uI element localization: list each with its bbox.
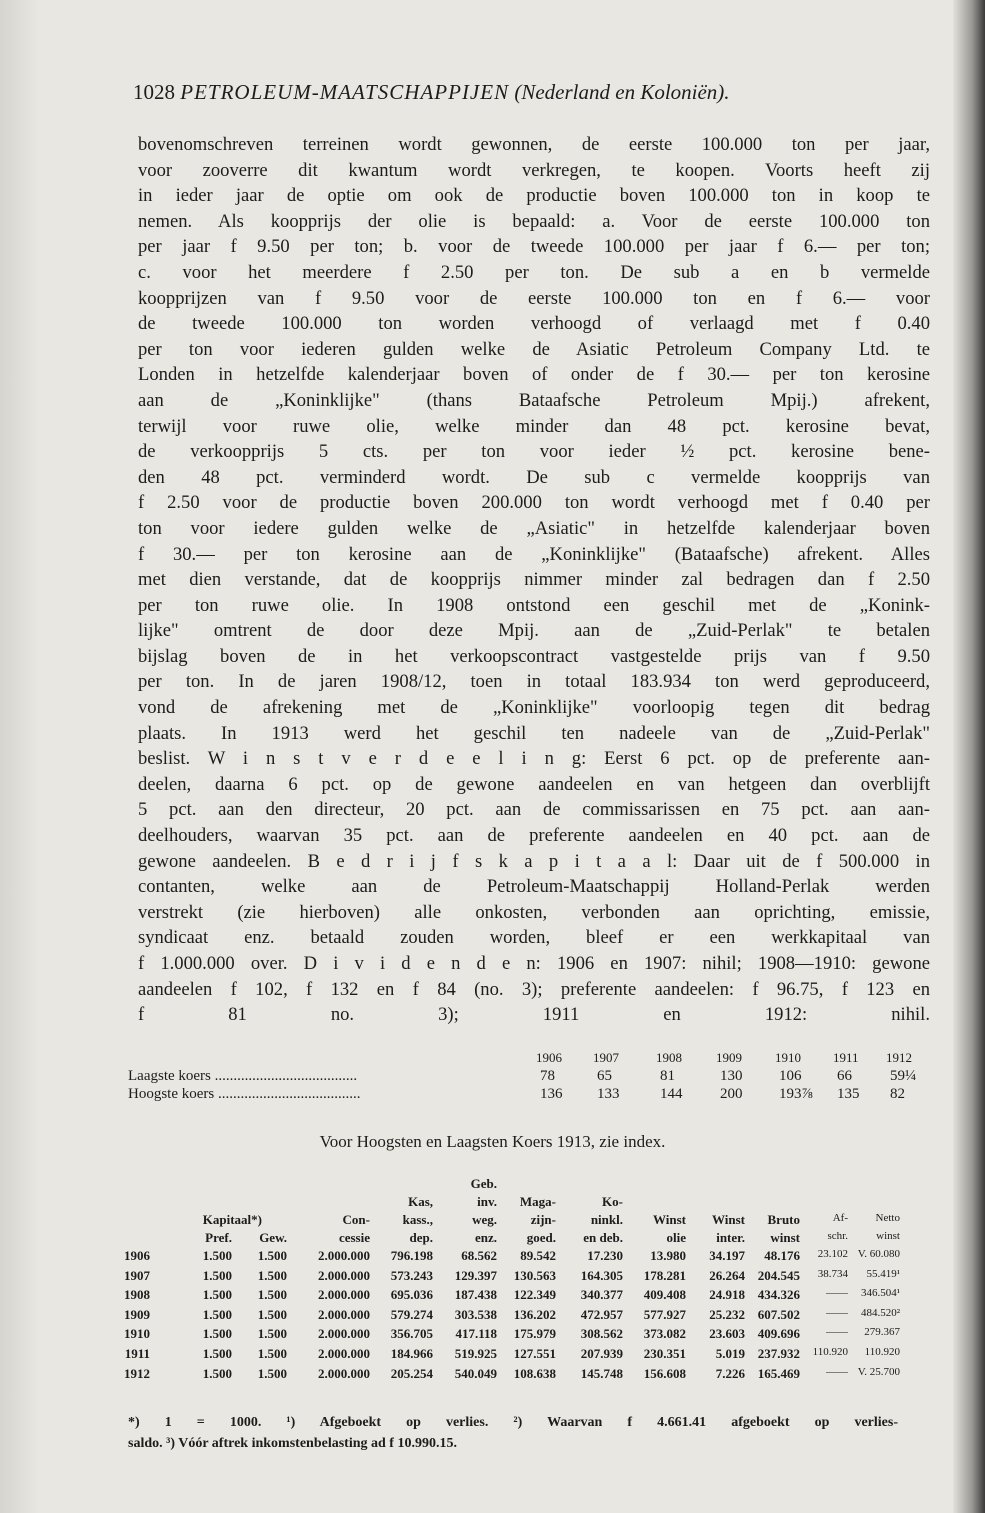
koers-year: 1908 <box>656 1050 682 1065</box>
koers-year: 1907 <box>593 1050 619 1065</box>
finance-cell: 187.438 <box>454 1287 497 1303</box>
finance-cell: —— <box>826 1306 848 1319</box>
finance-cell: 110.920 <box>864 1345 900 1358</box>
koers-label: Hoogste koers ...................................... <box>128 1086 361 1102</box>
finance-cell: 2.000.000 <box>318 1345 370 1361</box>
koers-value: 66 <box>837 1068 852 1084</box>
finance-cell: 472.957 <box>580 1306 623 1322</box>
finance-cell: 164.305 <box>580 1267 623 1283</box>
finance-cell: 356.705 <box>390 1326 433 1342</box>
finance-cell: 17.230 <box>587 1248 623 1263</box>
body-line: bovenomschreven terreinen wordt gewonnen, de eerste 100.000 ton per jaar, <box>138 134 930 155</box>
koers-value: 130 <box>720 1068 743 1084</box>
finance-cell: 68.562 <box>461 1248 497 1263</box>
koers-value: 78 <box>540 1068 555 1084</box>
finance-cell: 23.102 <box>817 1248 848 1260</box>
finance-row <box>0 1287 985 1307</box>
body-line: in ieder jaar de optie om ook de productie boven 100.000 ton in koop te <box>138 185 930 207</box>
finance-cell: 136.202 <box>513 1306 556 1322</box>
body-line: nemen. Als koopprijs der olie is bepaald: a. Voor de eerste 100.000 ton <box>138 210 930 232</box>
finance-cell: 5.019 <box>715 1345 745 1361</box>
finance-cell: 156.608 <box>643 1365 686 1381</box>
finance-cell: 184.966 <box>390 1345 433 1361</box>
finance-cell: 130.563 <box>513 1267 556 1283</box>
body-line: den 48 pct. verminderd wordt. De sub c vermelde koopprijs van <box>138 466 930 488</box>
finance-header-cell: Kas, <box>408 1194 433 1209</box>
finance-cell: 1911 <box>124 1345 150 1361</box>
body-line: de tweede 100.000 ton worden verhoogd of verlaagd met f 0.40 <box>138 313 930 335</box>
finance-header-row <box>0 1212 985 1230</box>
finance-row <box>0 1346 985 1366</box>
body-line: deelen, daarna 6 pct. op de gewone aandeelen en van hetgeen dan overblijft <box>138 773 930 795</box>
finance-cell: 346.504¹ <box>860 1287 900 1300</box>
finance-cell: 129.397 <box>454 1267 497 1283</box>
body-line: per ton. In de jaren 1908/12, toen in totaal 183.934 ton werd geproduceerd, <box>138 671 930 693</box>
koers-year: 1909 <box>716 1050 742 1065</box>
finance-cell: 23.603 <box>709 1326 745 1342</box>
finance-cell: 409.696 <box>757 1326 800 1342</box>
finance-cell: 1907 <box>124 1267 150 1283</box>
finance-header-cell: Kapitaal*) <box>202 1212 262 1227</box>
koers-value: 193⅞ <box>779 1086 813 1102</box>
finance-cell: 230.351 <box>643 1345 686 1361</box>
finance-cell: 484.520² <box>860 1306 900 1319</box>
body-line: f 1.000.000 over. D i v i d e n d e n: 1906 en 1907: nihil; 1908—1910: gewone <box>138 953 930 974</box>
finance-header-cell: Gew. <box>259 1230 287 1245</box>
finance-header-cell: dep. <box>409 1230 433 1245</box>
finance-cell: 1.500 <box>202 1365 232 1381</box>
body-line: de verkoopprijs 5 cts. per ton voor ieder ½ pct. kerosine bene- <box>138 441 930 463</box>
koers-value: 59¼ <box>890 1068 917 1084</box>
finance-cell: 2.000.000 <box>318 1365 370 1381</box>
finance-header-cell: ninkl. <box>590 1212 623 1227</box>
finance-header-cell: kass., <box>402 1212 433 1227</box>
finance-cell: 145.748 <box>580 1365 623 1381</box>
finance-cell: 1912 <box>124 1365 150 1381</box>
finance-cell: 25.232 <box>709 1306 745 1322</box>
finance-cell: 55.419¹ <box>866 1267 900 1280</box>
finance-cell: 1910 <box>124 1326 150 1342</box>
finance-cell: 89.542 <box>520 1248 556 1263</box>
body-text <box>138 132 930 1028</box>
finance-cell: 108.638 <box>513 1365 556 1381</box>
koers-value: 65 <box>597 1068 612 1084</box>
body-line: beslist. W i n s t v e r d e e l i n g: Eerst 6 pct. op de preferente aan- <box>138 748 930 770</box>
body-line: plaats. In 1913 werd het geschil ten nadeele van de „Zuid-Perlak" <box>138 722 930 744</box>
finance-cell: 519.925 <box>454 1345 497 1361</box>
koers-note: Voor Hoogsten en Laagsten Koers 1913, zie index. <box>319 1132 666 1151</box>
finance-cell: 7.226 <box>715 1365 745 1381</box>
finance-header-cell: Netto <box>875 1212 900 1224</box>
finance-cell: 2.000.000 <box>318 1287 370 1303</box>
finance-header-row <box>0 1230 985 1248</box>
finance-cell: 1906 <box>124 1248 150 1263</box>
body-line: lijke" omtrent de door deze Mpij. aan de „Zuid-Perlak" te betalen <box>138 620 930 642</box>
finance-cell: 13.980 <box>650 1248 686 1263</box>
finance-cell: 1.500 <box>202 1248 232 1263</box>
finance-header-cell: goed. <box>526 1230 556 1245</box>
koers-row <box>128 1068 917 1086</box>
finance-cell: 165.469 <box>757 1365 800 1381</box>
body-line: terwijl voor ruwe olie, welke minder dan 48 pct. kerosine bevat, <box>138 415 930 437</box>
finance-cell: 204.545 <box>757 1267 800 1283</box>
finance-cell: 1.500 <box>257 1365 287 1381</box>
finance-header-row <box>0 1194 985 1212</box>
finance-cell: —— <box>826 1326 848 1339</box>
header-title: PETROLEUM-MAATSCHAPPIJEN <box>180 80 510 104</box>
finance-cell: 1.500 <box>257 1287 287 1303</box>
body-line: per jaar f 9.50 per ton; b. voor de tweede 100.000 per jaar f 6.— per ton; <box>138 236 930 258</box>
koers-value: 144 <box>660 1086 683 1102</box>
finance-cell: 26.264 <box>709 1267 745 1283</box>
finance-cell: 1.500 <box>202 1306 232 1322</box>
finance-cell: 175.979 <box>513 1326 556 1342</box>
finance-cell: 434.326 <box>757 1287 800 1303</box>
koers-year: 1906 <box>536 1050 562 1065</box>
body-line: bijslag boven de in het verkoopscontract vastgestelde prijs van f 9.50 <box>138 645 930 667</box>
finance-cell: 1.500 <box>202 1287 232 1303</box>
finance-cell: 1908 <box>124 1287 150 1303</box>
finance-cell: 1.500 <box>257 1326 287 1342</box>
body-line: deelhouders, waarvan 35 pct. aan de preferente aandeelen en 40 pct. aan de <box>138 825 930 847</box>
koers-year-row <box>128 1050 912 1068</box>
finance-header-cell: zijn- <box>530 1212 556 1227</box>
finance-header-cell: Ko- <box>602 1194 623 1209</box>
body-line: per ton voor iederen gulden welke de Asiatic Petroleum Company Ltd. te <box>138 338 930 360</box>
finance-cell: 207.939 <box>580 1345 623 1361</box>
finance-cell: 1.500 <box>202 1267 232 1283</box>
body-line: gewone aandeelen. B e d r i j f s k a p i t a a l: Daar uit de f 500.000 in <box>138 850 930 872</box>
body-line: f 30.— per ton kerosine aan de „Koninklijke" (Bataafsche) afrekent. Alles <box>138 543 930 565</box>
body-line: voor zooverre dit kwantum wordt verkregen, te koopen. Voorts heeft zij <box>138 159 930 181</box>
finance-header-cell: Winst <box>712 1212 745 1227</box>
running-header <box>133 80 730 105</box>
finance-table <box>0 1176 985 1385</box>
finance-header-cell: enz. <box>474 1230 497 1245</box>
koers-year: 1912 <box>886 1050 912 1065</box>
finance-header-cell: Geb. <box>470 1176 497 1191</box>
finance-cell: 340.377 <box>580 1287 623 1303</box>
koers-value: 81 <box>660 1068 675 1084</box>
body-line: per ton ruwe olie. In 1908 ontstond een geschil met de „Konink- <box>138 594 930 616</box>
finance-cell: 122.349 <box>513 1287 556 1303</box>
body-line: f 81 no. 3); 1911 en 1912: nihil. <box>138 1004 930 1026</box>
finance-header-row <box>0 1176 985 1194</box>
finance-header-cell: Con- <box>342 1212 370 1227</box>
finance-header-cell: Bruto <box>767 1212 800 1227</box>
finance-cell: 2.000.000 <box>318 1306 370 1322</box>
finance-cell: 2.000.000 <box>318 1267 370 1283</box>
finance-cell: 607.502 <box>757 1306 800 1322</box>
body-line: vond de afrekening met de „Koninklijke" voorloopig tegen dit bedrag <box>138 697 930 719</box>
finance-cell: 695.036 <box>390 1287 433 1303</box>
body-line: f 2.50 voor de productie boven 200.000 ton wordt verhoogd met f 0.40 per <box>138 492 930 514</box>
body-line: syndicaat enz. betaald zouden worden, bleef er een werkkapitaal van <box>138 927 930 949</box>
body-line: verstrekt (zie hierboven) alle onkosten, verbonden aan oprichting, emissie, <box>138 901 930 923</box>
koers-year: 1910 <box>775 1050 801 1065</box>
finance-header-cell: Pref. <box>205 1230 232 1245</box>
finance-row <box>0 1268 985 1288</box>
finance-header-cell: winst <box>876 1230 900 1242</box>
body-line: Londen in hetzelfde kalenderjaar boven of onder de f 30.— per ton kerosine <box>138 364 930 386</box>
finance-cell: 1.500 <box>257 1267 287 1283</box>
finance-header-cell: winst <box>770 1230 800 1245</box>
body-line: ton voor iedere gulden welke de „Asiatic" in hetzelfde kalenderjaar boven <box>138 517 930 539</box>
finance-cell: 1.500 <box>257 1248 287 1263</box>
finance-row <box>0 1307 985 1327</box>
finance-cell: 1.500 <box>202 1345 232 1361</box>
koers-value: 200 <box>720 1086 743 1102</box>
finance-cell: 24.918 <box>709 1287 745 1303</box>
body-line: koopprijzen van f 9.50 voor de eerste 100.000 ton en f 6.— voor <box>138 287 930 309</box>
finance-header-cell: Af- <box>832 1212 848 1224</box>
body-line: aan de „Koninklijke" (thans Bataafsche Petroleum Mpij.) afrekent, <box>138 389 930 411</box>
koers-value: 82 <box>890 1086 905 1102</box>
koers-value: 133 <box>597 1086 620 1102</box>
koers-value: 106 <box>779 1068 802 1084</box>
finance-row <box>0 1366 985 1386</box>
body-line: 5 pct. aan den directeur, 20 pct. aan de commissarissen en 75 pct. aan aan- <box>138 799 930 821</box>
koers-year: 1911 <box>833 1050 859 1065</box>
finance-cell: 110.920 <box>812 1345 848 1358</box>
finance-cell: 579.274 <box>390 1306 433 1322</box>
finance-header-cell: cessie <box>338 1230 370 1245</box>
finance-header-cell: schr. <box>827 1230 848 1242</box>
finance-cell: 577.927 <box>643 1306 686 1322</box>
finance-cell: —— <box>826 1365 848 1378</box>
finance-header-cell: Winst <box>653 1212 686 1227</box>
finance-header-cell: inv. <box>477 1194 497 1209</box>
finance-cell: 417.118 <box>455 1326 497 1342</box>
finance-cell: V. 25.700 <box>857 1365 900 1378</box>
finance-cell: 38.734 <box>817 1267 848 1280</box>
finance-cell: 1909 <box>124 1306 150 1322</box>
koers-value: 135 <box>837 1086 860 1102</box>
header-subtitle: (Nederland en Koloniën). <box>514 80 730 104</box>
finance-cell: 127.551 <box>513 1345 556 1361</box>
body-line: c. voor het meerdere f 2.50 per ton. De sub a en b vermelde <box>138 261 930 283</box>
finance-cell: 373.082 <box>643 1326 686 1342</box>
body-line: aandeelen f 102, f 132 en f 84 (no. 3); preferente aandeelen: f 96.75, f 123 en <box>138 978 930 1000</box>
finance-cell: 279.367 <box>864 1326 900 1339</box>
footnote-line: *) 1 = 1000. ¹) Afgeboekt op verlies. ²) Waarvan f 4.661.41 afgeboekt op verlies- <box>128 1415 898 1430</box>
finance-cell: 1.500 <box>257 1306 287 1322</box>
finance-cell: V. 60.080 <box>857 1248 900 1260</box>
finance-cell: 540.049 <box>454 1365 497 1381</box>
finance-cell: 34.197 <box>709 1248 745 1263</box>
finance-cell: —— <box>826 1287 848 1300</box>
page-number: 1028 <box>133 80 175 104</box>
finance-header-cell: weg. <box>472 1212 497 1227</box>
finance-cell: 2.000.000 <box>318 1326 370 1342</box>
body-line: met dien verstande, dat de koopprijs nimmer minder zal bedragen dan f 2.50 <box>138 569 930 591</box>
finance-cell: 237.932 <box>757 1345 800 1361</box>
finance-cell: 796.198 <box>390 1248 433 1263</box>
finance-cell: 573.243 <box>390 1267 433 1283</box>
finance-header-cell: Maga- <box>519 1194 556 1209</box>
footnote-line: saldo. ³) Vóór aftrek inkomstenbelasting ad f 10.990.15. <box>128 1436 457 1451</box>
finance-cell: 409.408 <box>643 1287 686 1303</box>
koers-row <box>128 1086 908 1104</box>
finance-cell: 303.538 <box>454 1306 497 1322</box>
finance-row <box>0 1326 985 1346</box>
finance-header-cell: olie <box>666 1230 686 1245</box>
koers-label: Laagste koers ...................................... <box>128 1068 358 1084</box>
finance-cell: 1.500 <box>257 1345 287 1361</box>
koers-table <box>128 1050 917 1104</box>
finance-header-cell: inter. <box>716 1230 745 1245</box>
body-line: contanten, welke aan de Petroleum-Maatschappij Holland-Perlak werden <box>138 876 930 898</box>
finance-cell: 1.500 <box>202 1326 232 1342</box>
finance-header-cell: en deb. <box>583 1230 623 1245</box>
finance-cell: 2.000.000 <box>318 1248 370 1263</box>
finance-cell: 178.281 <box>643 1267 686 1283</box>
footnotes <box>128 1412 898 1454</box>
finance-cell: 308.562 <box>580 1326 623 1342</box>
finance-cell: 48.176 <box>764 1248 800 1263</box>
finance-cell: 205.254 <box>390 1365 433 1381</box>
koers-value: 136 <box>540 1086 563 1102</box>
finance-row <box>0 1248 985 1268</box>
